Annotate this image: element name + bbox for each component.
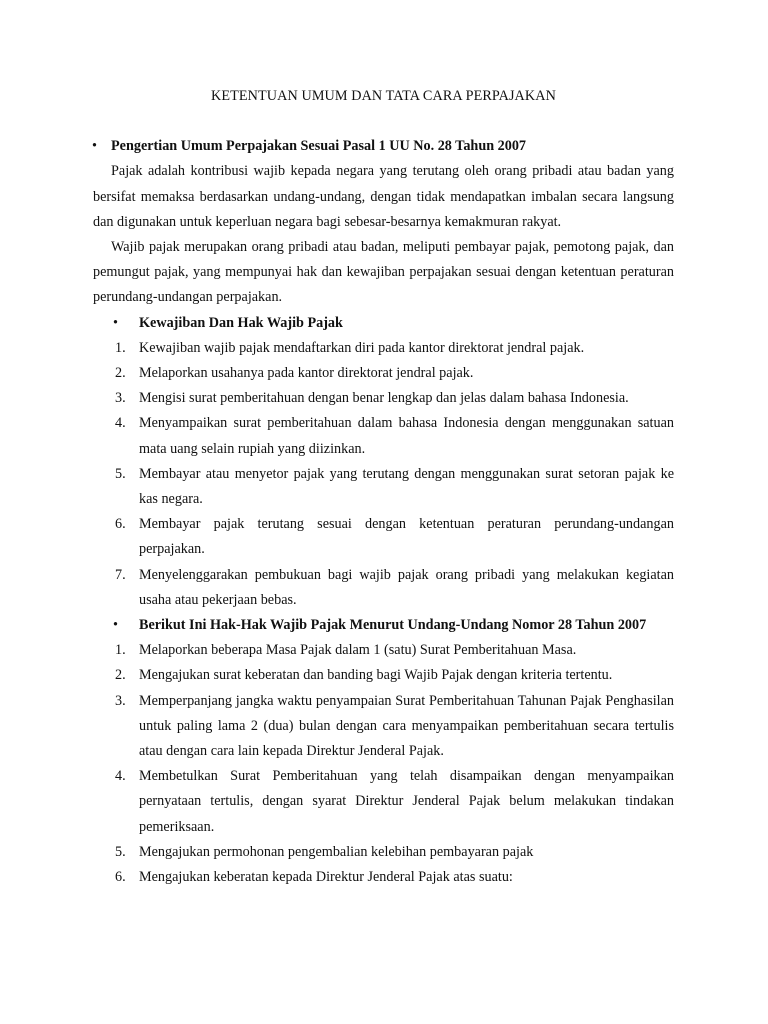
list-item (93, 411, 674, 461)
list-item-text: Membayar pajak terutang sesuai dengan ketentuan peraturan perundang-undangan perpajakan. (139, 516, 674, 558)
document-title: KETENTUAN UMUM DAN TATA CARA PERPAJAKAN (211, 88, 556, 104)
list-item-number: 6. (115, 516, 126, 533)
list-item (93, 336, 674, 361)
list-item-number: 3. (115, 692, 126, 709)
list-item-text: Memperpanjang jangka waktu penyampaian Surat Pemberitahuan Tahunan Pajak Penghasilan untuk paling lama 2 (dua) bulan dengan cara menyampaikan pemberitahuan secara tertulis atau dengan cara lain kepada Direktur Jenderal Pajak. (139, 692, 674, 760)
list-item-text: Kewajiban wajib pajak mendaftarkan diri pada kantor direktorat jendral pajak. (139, 339, 585, 356)
section-heading-text: Pengertian Umum Perpajakan Sesuai Pasal 1 UU No. 28 Tahun 2007 (111, 138, 527, 155)
list-item (93, 663, 674, 688)
list-item-text: Menyelenggarakan pembukuan bagi wajib pajak orang pribadi yang melakukan kegiatan usaha atau pekerjaan bebas. (139, 566, 674, 608)
list-item-number: 2. (115, 667, 126, 684)
list-item (93, 361, 674, 386)
list-item-text: Menyampaikan surat pemberitahuan dalam bahasa Indonesia dengan menggunakan satuan mata uang selain rupiah yang diizinkan. (139, 415, 674, 457)
list-item-text: Membayar atau menyetor pajak yang terutang dengan menggunakan surat setoran pajak ke kas negara. (139, 465, 674, 508)
list-item-number: 4. (115, 415, 126, 432)
list-item-text: Mengisi surat pemberitahuan dengan benar lengkap dan jelas dalam bahasa Indonesia. (139, 390, 629, 407)
document-page (93, 84, 674, 890)
bullet-icon: • (113, 314, 118, 331)
list-item (93, 462, 674, 512)
list-item-number: 2. (115, 365, 126, 382)
list-item (93, 563, 674, 613)
list-item-number: 5. (115, 465, 126, 482)
list-item-number: 7. (115, 566, 126, 583)
section-heading-hak (93, 613, 674, 638)
list-item (93, 764, 674, 840)
list-item (93, 865, 674, 890)
list-item-text: Mengajukan surat keberatan dan banding bagi Wajib Pajak dengan kriteria tertentu. (139, 667, 613, 684)
list-item-number: 3. (115, 390, 126, 407)
section-heading-kewajiban (93, 311, 674, 336)
list-item-number: 1. (115, 642, 126, 659)
bullet-icon: • (113, 617, 118, 634)
list-item (93, 840, 674, 865)
list-kewajiban (93, 336, 674, 613)
list-item-text: Melaporkan usahanya pada kantor direktorat jendral pajak. (139, 365, 474, 382)
bullet-icon: • (92, 138, 97, 155)
list-item-number: 6. (115, 869, 126, 886)
list-item-number: 4. (115, 768, 126, 785)
section-heading-text: Kewajiban Dan Hak Wajib Pajak (139, 314, 343, 331)
paragraph-definisi-wajib-pajak: Wajib pajak merupakan orang pribadi atau badan, meliputi pembayar pajak, pemotong pajak, dan pemungut pajak, yang mempunyai hak dan kewajiban perpajakan sesuai dengan ketentuan peraturan perundang-undangan perpajakan. (93, 239, 674, 306)
list-item-number: 1. (115, 339, 126, 356)
list-hak (93, 638, 674, 890)
list-item-text: Mengajukan keberatan kepada Direktur Jenderal Pajak atas suatu: (139, 869, 513, 886)
list-item-text: Membetulkan Surat Pemberitahuan yang telah disampaikan dengan menyampaikan pernyataan tertulis, dengan syarat Direktur Jenderal Pajak belum melakukan tindakan pemeriksaan. (139, 768, 674, 835)
list-item (93, 638, 674, 663)
list-item (93, 689, 674, 765)
section-heading-text: Berikut Ini Hak-Hak Wajib Pajak Menurut Undang-Undang Nomor 28 Tahun 2007 (139, 617, 647, 634)
list-item-text: Mengajukan permohonan pengembalian kelebihan pembayaran pajak (139, 843, 534, 860)
paragraph-definisi-pajak: Pajak adalah kontribusi wajib kepada negara yang terutang oleh orang pribadi atau badan yang bersifat memaksa berdasarkan undang-undang, dengan tidak mendapatkan imbalan secara langsung dan digunakan untuk keperluan negara bagi sebesar-besarnya kemakmuran rakyat. (93, 163, 674, 230)
list-item-number: 5. (115, 843, 126, 860)
list-item (93, 386, 674, 411)
list-item (93, 512, 674, 562)
list-item-text: Melaporkan beberapa Masa Pajak dalam 1 (satu) Surat Pemberitahuan Masa. (139, 642, 577, 659)
section-heading-pengertian (93, 134, 674, 159)
